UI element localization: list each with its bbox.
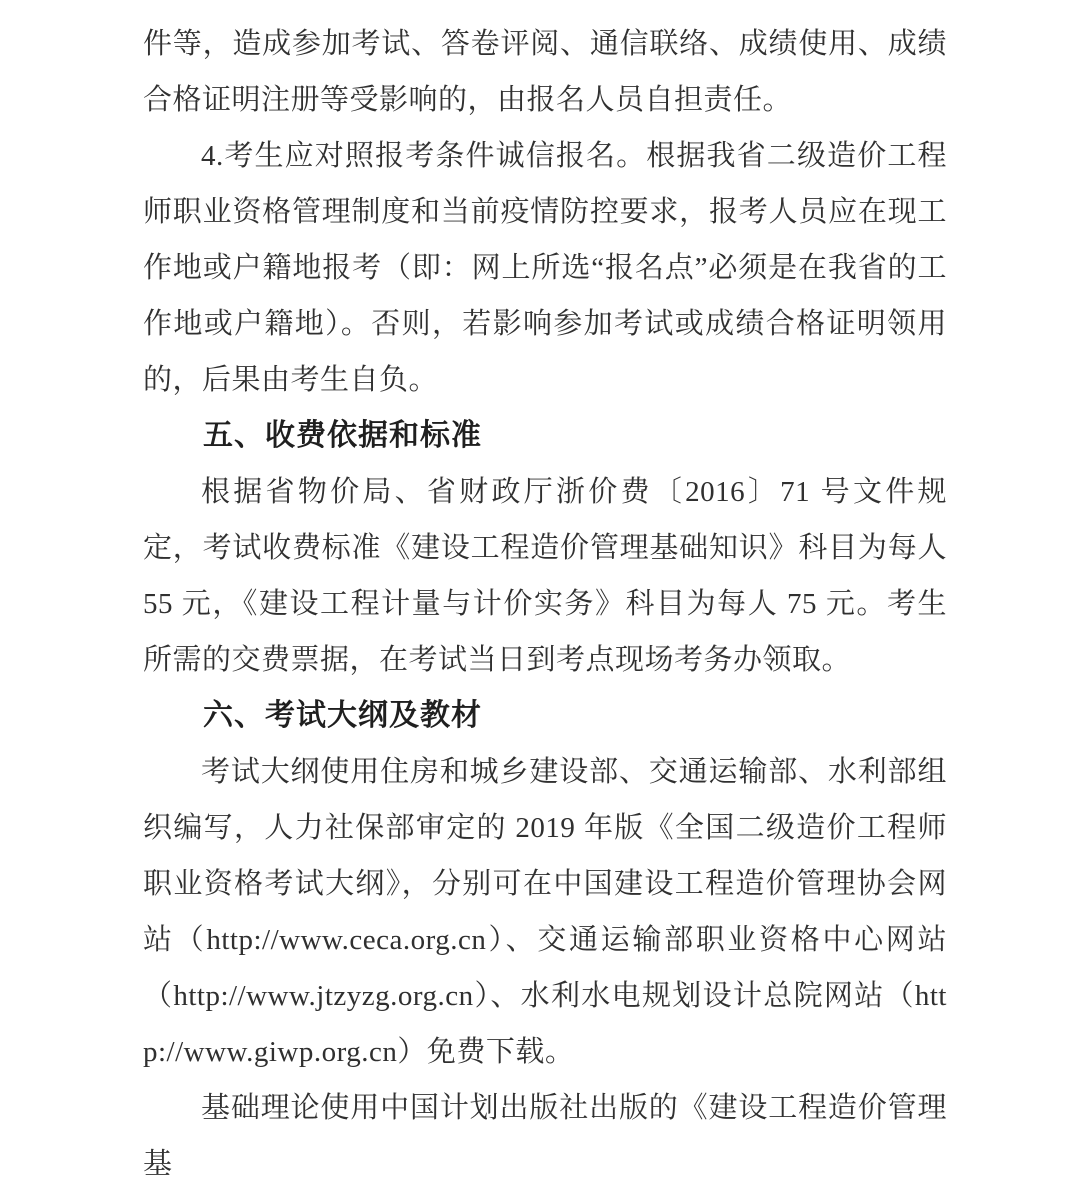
- paragraph-syllabus: 考试大纲使用住房和城乡建设部、交通运输部、水利部组织编写，人力社保部审定的 2019 年版《全国二级造价工程师职业资格考试大纲》，分别可在中国建设工程造价管理协会网站（http://www.ceca.org.cn）、交通运输部职业资格中心网站（http://www.jtzyzg.org.cn）、水利水电规划设计总院网站（http://www.giwp.org.cn）免费下载。: [143, 756, 947, 1068]
- paragraph-fees: 根据省物价局、省财政厅浙价费〔2016〕71 号文件规定，考试收费标准《建设工程造价管理基础知识》科目为每人 55 元，《建设工程计量与计价实务》科目为每人 75 元。考生所需的交费票据，在考试当日到考点现场考务办领取。: [143, 476, 947, 676]
- paragraph-continuation: 件等，造成参加考试、答卷评阅、通信联络、成绩使用、成绩合格证明注册等受影响的，由报名人员自担责任。: [143, 28, 947, 116]
- section-heading-syllabus: 六、考试大纲及教材: [203, 699, 482, 732]
- section-heading-fees: 五、收费依据和标准: [203, 419, 482, 452]
- paragraph-textbook-cutoff: 基础理论使用中国计划出版社出版的《建设工程造价管理基: [143, 1092, 947, 1180]
- paragraph-item-4: 4.考生应对照报考条件诚信报名。根据我省二级造价工程师职业资格管理制度和当前疫情防控要求，报考人员应在现工作地或户籍地报考（即：网上所选“报名点”必须是在我省的工作地或户籍地）。否则，若影响参加考试或成绩合格证明领用的，后果由考生自负。: [143, 140, 947, 396]
